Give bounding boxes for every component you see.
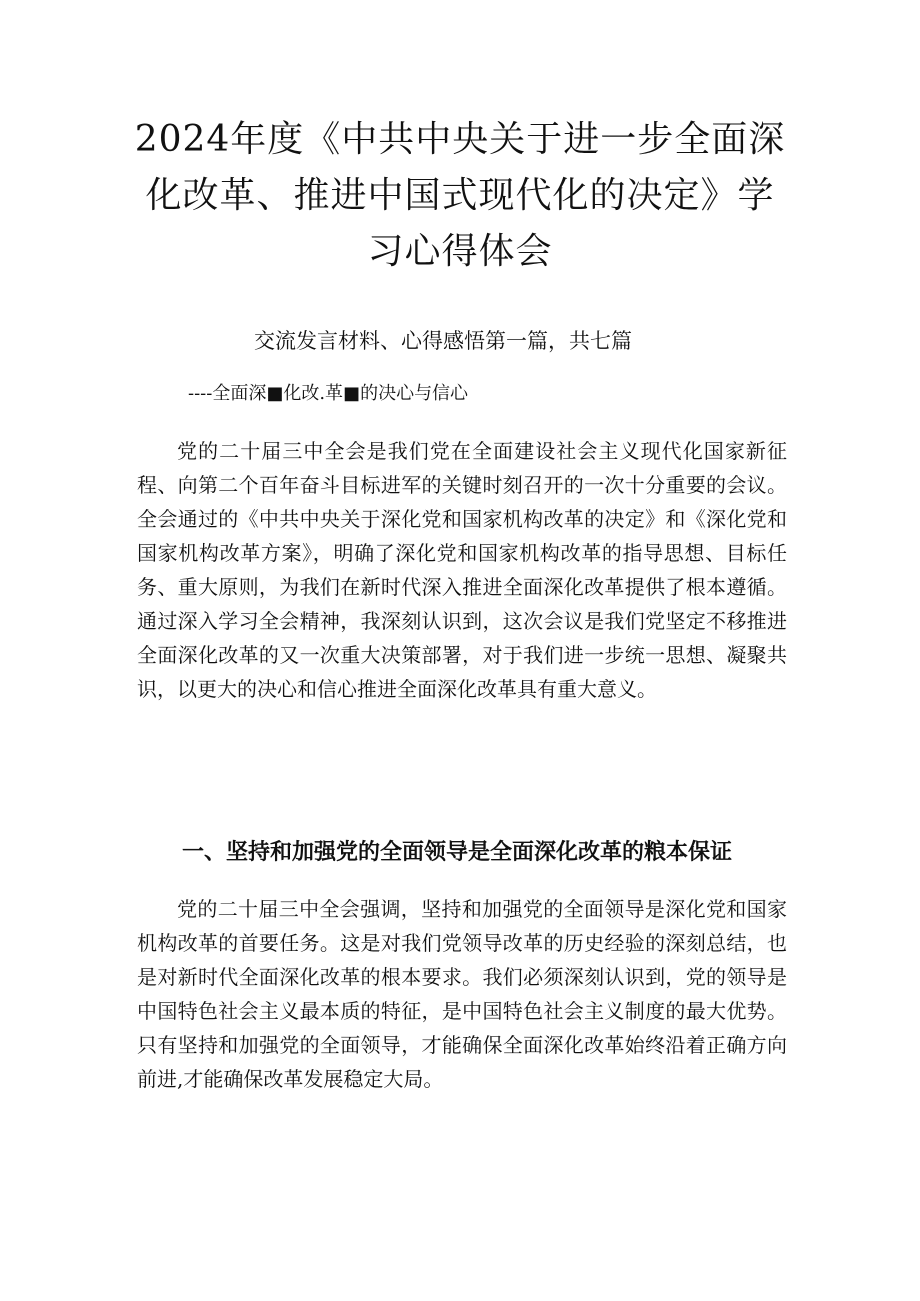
document-tagline: ----全面深■化改.革■的决心与信心: [188, 383, 469, 404]
document-title: 2024年度《中共中央关于进一步全面深化改革、推进中国式现代化的决定》学习心得体会: [134, 119, 786, 272]
document-subtitle: 交流发言材料、心得感悟第一篇，共七篇: [254, 329, 632, 353]
section-paragraph: 党的二十届三中全会强调，坚持和加强党的全面领导是深化党和国家机构改革的首要任务。这是对我们党领导改革的历史经验的深刻总结，也是对新时代全面深化改革的根本要求。我们必须深刻认识到，党的领导是中国特色社会主义最本质的特征，是中国特色社会主义制度的最大优势。只有坚持和加强党的全面领导，才能确保全面深化改革始终沿着正确方向前进,才能确保改革发展稳定大局。: [137, 897, 787, 1091]
section-heading: 一、坚持和加强党的全面领导是全面深化改革的粮本保证: [182, 840, 733, 865]
intro-paragraph: 党的二十届三中全会是我们党在全面建设社会主义现代化国家新征程、向第二个百年奋斗目标进军的关键时刻召开的一次十分重要的会议。全会通过的《中共中央关于深化党和国家机构改革的决定》和《深化党和国家机构改革方案》，明确了深化党和国家机构改革的指导思想、目标任务、重大原则，为我们在新时代深入推进全面深化改革提供了根本遵循。通过深入学习全会精神，我深刻认识到，这次会议是我们党坚定不移推进全面深化改革的又一次重大决策部署，对于我们进一步统一思想、凝聚共识，以更大的决心和信心推进全面深化改革具有重大意义。: [137, 439, 787, 701]
